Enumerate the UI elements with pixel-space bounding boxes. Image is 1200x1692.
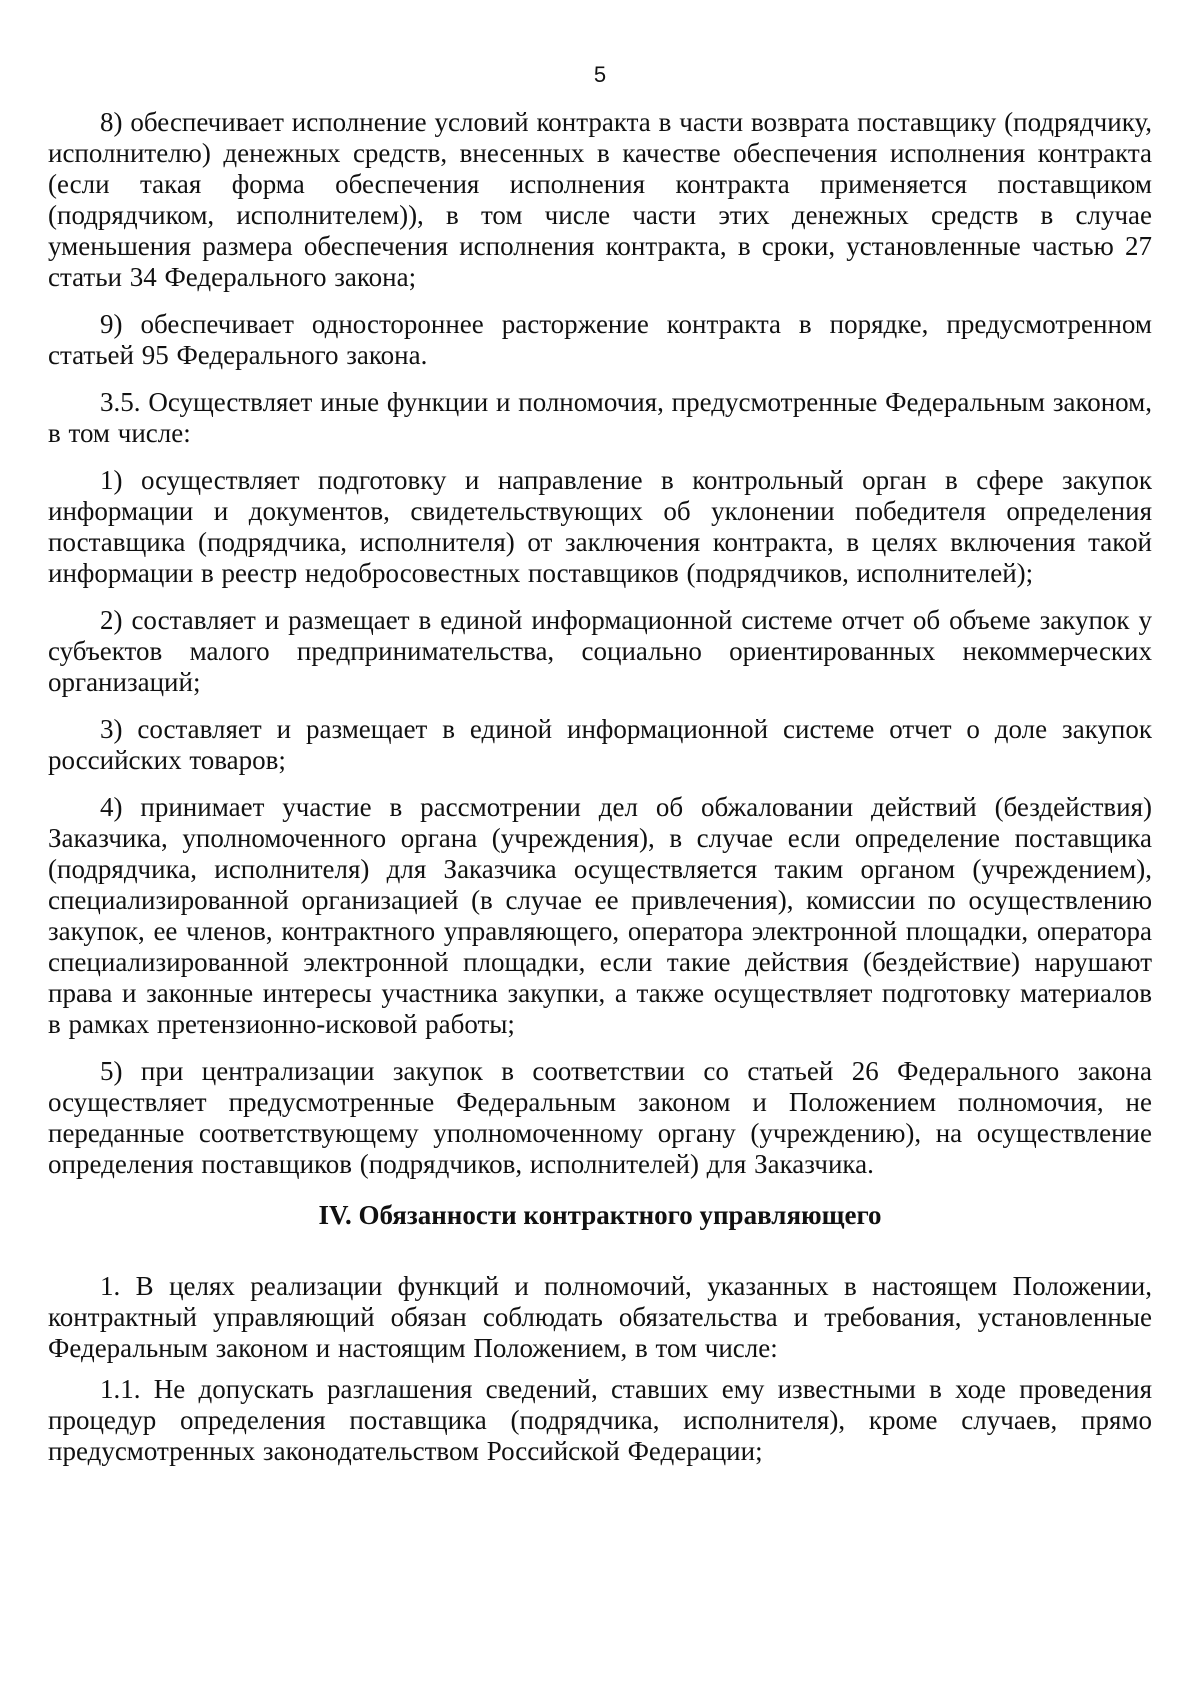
section-heading: IV. Обязанности контрактного управляющего	[318, 1200, 882, 1230]
paragraph-item-2: 2) составляет и размещает в единой информационной системе отчет об объеме закупок у субъектов малого предпринимательства, социально ориентированных некоммерческих организаций;	[48, 605, 1152, 697]
paragraph-section-3-5: 3.5. Осуществляет иные функции и полномочия, предусмотренные Федеральным законом, в том числе:	[48, 387, 1152, 448]
paragraph-item-1: 1) осуществляет подготовку и направление в контрольный орган в сфере закупок информации и документов, свидетельствующих об уклонении победителя определения поставщика (подрядчика, исполнителя) от заключения контракта, в целях включения такой информации в реестр недобросовестных поставщиков (подрядчиков, исполнителей);	[48, 465, 1152, 588]
paragraph-item-5: 5) при централизации закупок в соответствии со статьей 26 Федерального закона осуществляет предусмотренные Федеральным законом и Положением полномочия, не переданные соответствующему уполномоченному органу (учреждению), на осуществление определения поставщиков (подрядчиков, исполнителей) для Заказчика.	[48, 1056, 1152, 1179]
paragraph-duty-1-1: 1.1. Не допускать разглашения сведений, ставших ему известными в ходе проведения процедур определения поставщика (подрядчика, исполнителя), кроме случаев, прямо предусмотренных законодательством Российской Федерации;	[48, 1374, 1152, 1466]
document-body	[48, 107, 1152, 1483]
paragraph-item-3: 3) составляет и размещает в единой информационной системе отчет о доле закупок российских товаров;	[48, 714, 1152, 775]
paragraph-clause-9: 9) обеспечивает одностороннее расторжение контракта в порядке, предусмотренном статьей 95 Федерального закона.	[48, 309, 1152, 370]
page-number: 5	[593, 62, 607, 87]
paragraph-clause-8: 8) обеспечивает исполнение условий контракта в части возврата поставщику (подрядчику, исполнителю) денежных средств, внесенных в качестве обеспечения исполнения контракта (если такая форма обеспечения исполнения контракта применяется поставщиком (подрядчиком, исполнителем)), в том числе части этих денежных средств в случае уменьшения размера обеспечения исполнения контракта, в сроки, установленные частью 27 статьи 34 Федерального закона;	[48, 107, 1152, 292]
paragraph-duty-1: 1. В целях реализации функций и полномочий, указанных в настоящем Положении, контрактный управляющий обязан соблюдать обязательства и требования, установленные Федеральным законом и настоящим Положением, в том числе:	[48, 1271, 1152, 1363]
paragraph-item-4: 4) принимает участие в рассмотрении дел об обжаловании действий (бездействия) Заказчика, уполномоченного органа (учреждения), в случае если определение поставщика (подрядчика, исполнителя) для Заказчика осуществляется таким органом (учреждением), специализированной организацией (в случае ее привлечения), комиссии по осуществлению закупок, ее членов, контрактного управляющего, оператора электронной площадки, оператора специализированной электронной площадки, если такие действия (бездействие) нарушают права и законные интересы участника закупки, а также осуществляет подготовку материалов в рамках претензионно-исковой работы;	[48, 792, 1152, 1039]
